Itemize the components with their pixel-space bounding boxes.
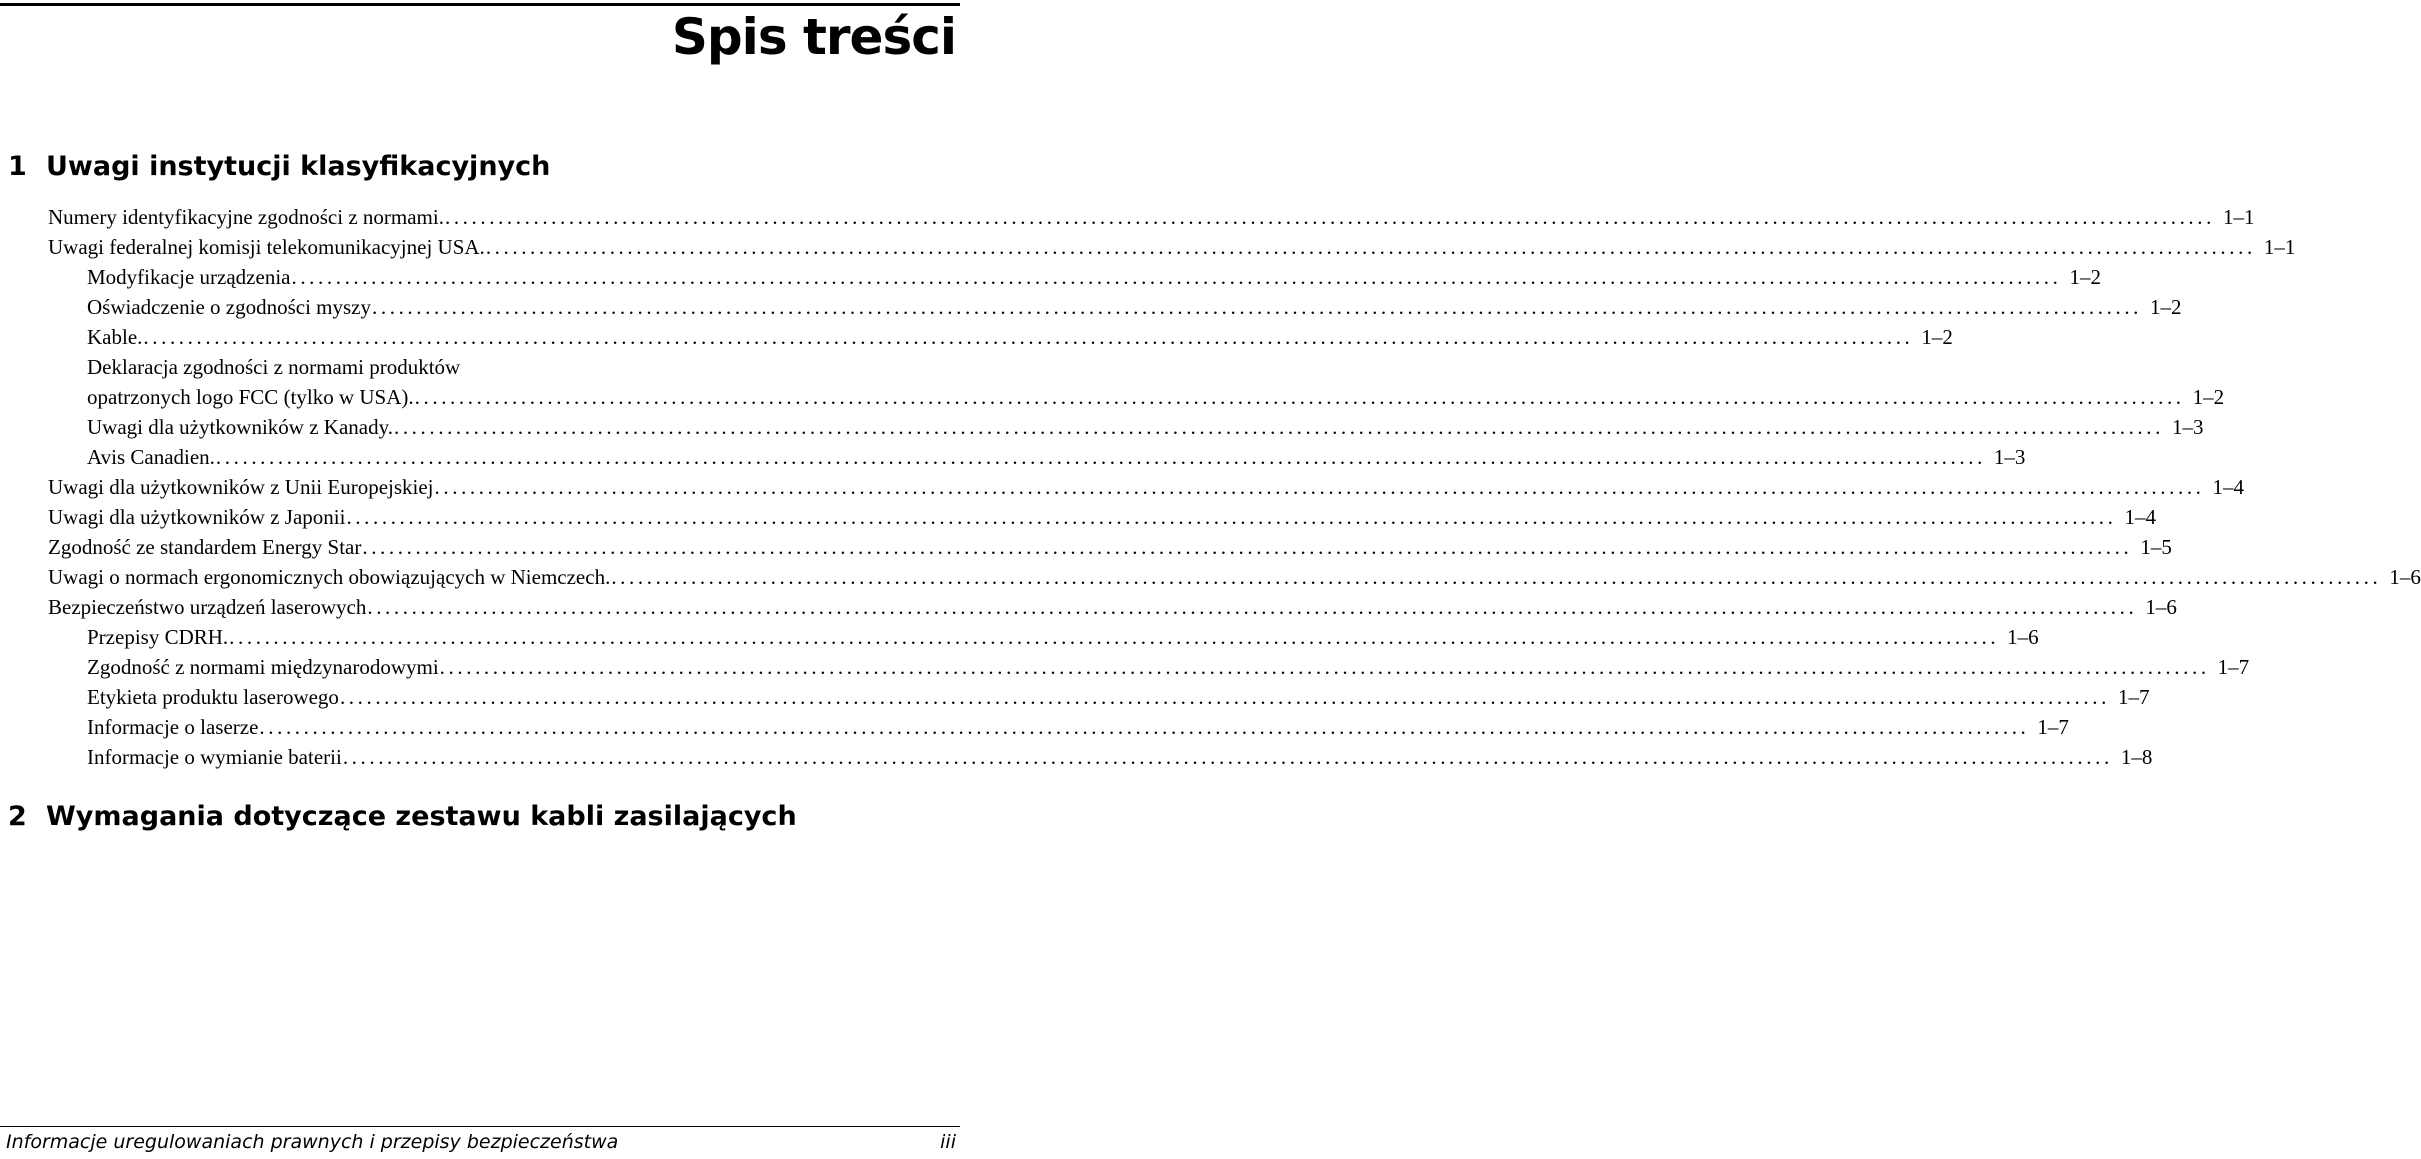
toc-entry[interactable] [87, 292, 2182, 322]
toc-entry[interactable] [48, 472, 2245, 502]
toc-entry-title: Zgodność ze standardem Energy Star [48, 535, 362, 559]
dot-leader: ........................................................................................................................................................................................................ [215, 445, 1986, 469]
footer-rule [0, 1126, 960, 1127]
toc-entry[interactable] [87, 322, 1953, 352]
footer-document-title: Informacje uregulowaniach prawnych i przepisy bezpieczeństwa [6, 1131, 619, 1153]
toc-entry[interactable] [87, 712, 2069, 742]
toc-entry-title: Kable. [87, 325, 143, 349]
chapter-number: 1 [8, 151, 27, 182]
dot-leader: ........................................................................................................................................................................................................ [414, 385, 2185, 409]
dot-leader: ........................................................................................................................................................................................................ [339, 685, 2110, 709]
dot-leader: ........................................................................................................................................................................................................ [229, 625, 2000, 649]
dot-leader: ........................................................................................................................................................................................................ [291, 265, 2062, 289]
toc-entry[interactable] [87, 262, 2101, 292]
toc-entry-title: Avis Canadien. [87, 445, 215, 469]
toc-entry-page: 1–3 [2171, 415, 2204, 439]
toc-entry-page: 1–2 [2192, 385, 2225, 409]
toc-entry-page: 1–2 [2069, 265, 2101, 289]
dot-leader: ........................................................................................................................................................................................................ [393, 415, 2164, 439]
chapter-title: Uwagi instytucji klasyfikacyjnych [46, 151, 551, 182]
toc-entry-page: 1–8 [2120, 745, 2153, 769]
toc-entry-page: 1–2 [2150, 295, 2182, 319]
toc-entry-title: Uwagi federalnej komisji telekomunikacyjnej USA. [48, 235, 485, 259]
toc-entry-title: Informacje o laserze [87, 715, 259, 739]
toc-entry[interactable] [48, 232, 2296, 262]
toc-entry-title: Uwagi dla użytkowników z Unii Europejskiej [48, 475, 434, 499]
toc-entry-page: 1–6 [2389, 565, 2421, 589]
toc-entry-title: Zgodność z normami międzynarodowymi [87, 655, 439, 679]
toc-entry-title-line1[interactable]: Deklaracja zgodności z normami produktów [87, 355, 461, 379]
chapter-number: 2 [8, 801, 27, 832]
chapter-heading-1[interactable] [8, 150, 550, 184]
toc-entry[interactable] [87, 682, 2150, 712]
toc-entry-page: 1–2 [1921, 325, 1953, 349]
chapter-heading-2[interactable] [8, 800, 797, 834]
toc-entry-page: 1–4 [2124, 505, 2156, 529]
toc-entry-page: 1–6 [2145, 595, 2177, 619]
toc-entry-page: 1–7 [2037, 715, 2069, 739]
toc-entry-page: 1–3 [1993, 445, 2026, 469]
toc-entry[interactable] [48, 532, 2172, 562]
toc-entry-title: Uwagi o normach ergonomicznych obowiązujących w Niemczech. [48, 565, 611, 589]
dot-leader: ........................................................................................................................................................................................................ [143, 325, 1914, 349]
toc-entry-page: 1–1 [2263, 235, 2296, 259]
dot-leader: ........................................................................................................................................................................................................ [485, 235, 2256, 259]
toc-entry-title: Modyfikacje urządzenia [87, 265, 291, 289]
toc-entry[interactable] [87, 412, 2204, 442]
dot-leader: ........................................................................................................................................................................................................ [444, 205, 2215, 229]
toc-entry-page: 1–5 [2140, 535, 2172, 559]
dot-leader: ........................................................................................................................................................................................................ [367, 595, 2138, 619]
toc-entry-title: Etykieta produktu laserowego [87, 685, 339, 709]
page-title: Spis treści [671, 8, 956, 66]
toc-entry-page: 1–4 [2212, 475, 2245, 499]
toc-entry-title: Informacje o wymianie baterii [87, 745, 342, 769]
toc-entry[interactable] [87, 652, 2250, 682]
dot-leader: ........................................................................................................................................................................................................ [439, 655, 2210, 679]
toc-entry-page: 1–6 [2007, 625, 2039, 649]
dot-leader: ........................................................................................................................................................................................................ [342, 745, 2113, 769]
dot-leader: ........................................................................................................................................................................................................ [372, 295, 2143, 319]
toc-entry-title: Numery identyfikacyjne zgodności z normami. [48, 205, 444, 229]
dot-leader: ........................................................................................................................................................................................................ [611, 565, 2382, 589]
dot-leader: ........................................................................................................................................................................................................ [362, 535, 2133, 559]
toc-entry[interactable] [87, 382, 2225, 412]
toc-entry-title: Uwagi dla użytkowników z Kanady. [87, 415, 393, 439]
dot-leader: ........................................................................................................................................................................................................ [259, 715, 2030, 739]
toc-entry[interactable] [87, 442, 2026, 472]
toc-entry-page: 1–7 [2117, 685, 2150, 709]
toc-entry-page: 1–1 [2222, 205, 2255, 229]
toc-entry-title: Oświadczenie o zgodności myszy [87, 295, 372, 319]
dot-leader: ........................................................................................................................................................................................................ [434, 475, 2205, 499]
toc-entry[interactable] [48, 592, 2177, 622]
toc-entry[interactable] [48, 562, 2421, 592]
toc-entry[interactable] [48, 502, 2156, 532]
dot-leader: ........................................................................................................................................................................................................ [346, 505, 2117, 529]
toc-entry-title: opatrzonych logo FCC (tylko w USA). [87, 385, 414, 409]
toc-entry-title: Przepisy CDRH. [87, 625, 229, 649]
toc-entry-page: 1–7 [2217, 655, 2250, 679]
footer-page-number: iii [940, 1131, 956, 1153]
toc-entry[interactable] [87, 622, 2039, 652]
chapter-title: Wymagania dotyczące zestawu kabli zasilających [46, 801, 797, 832]
toc-entry[interactable] [87, 742, 2153, 772]
toc-entry-title: Uwagi dla użytkowników z Japonii [48, 505, 346, 529]
toc-entry[interactable] [48, 202, 2255, 232]
toc-entry-title: Bezpieczeństwo urządzeń laserowych [48, 595, 367, 619]
